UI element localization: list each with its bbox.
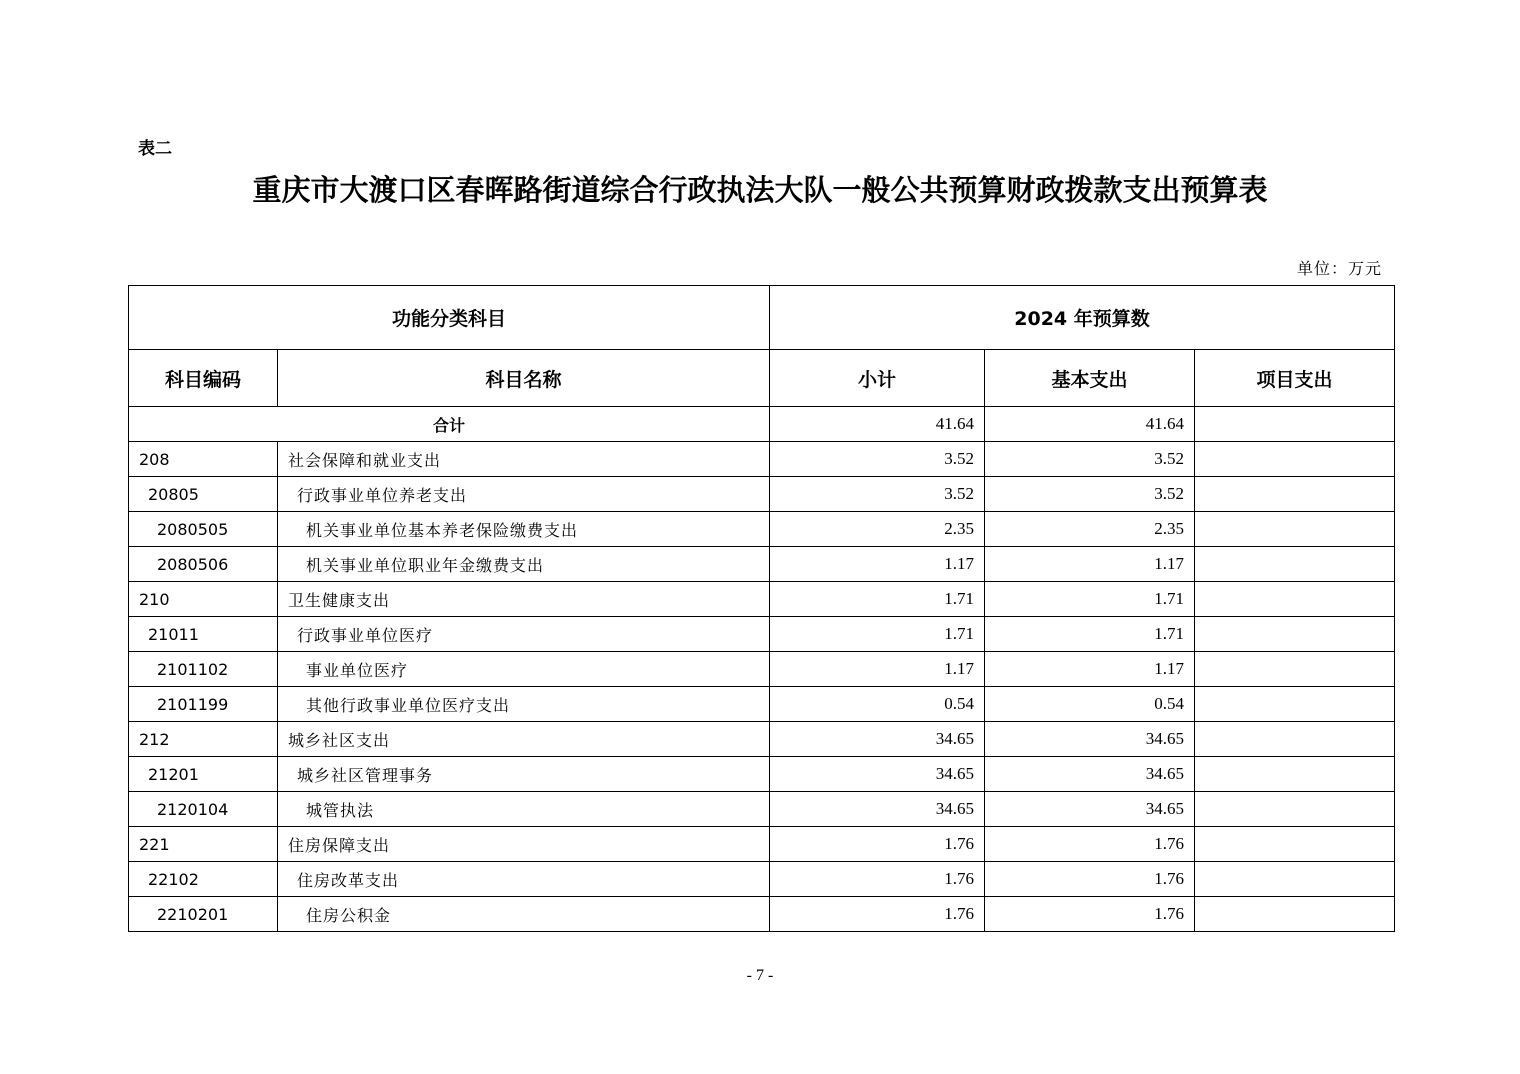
row-subtotal: 1.76 <box>770 862 985 897</box>
header-subtotal: 小计 <box>770 350 985 407</box>
table-row <box>129 442 1395 477</box>
row-project <box>1195 757 1395 792</box>
row-subtotal: 2.35 <box>770 512 985 547</box>
header-name: 科目名称 <box>278 350 770 407</box>
budget-table <box>128 285 1395 932</box>
row-name: 机关事业单位职业年金缴费支出 <box>278 547 770 582</box>
row-basic: 1.17 <box>985 547 1195 582</box>
row-name: 机关事业单位基本养老保险缴费支出 <box>278 512 770 547</box>
row-basic: 34.65 <box>985 757 1195 792</box>
total-row <box>129 407 1395 442</box>
row-subtotal: 3.52 <box>770 477 985 512</box>
table-row <box>129 687 1395 722</box>
row-code: 20805 <box>129 477 278 512</box>
table-row <box>129 547 1395 582</box>
row-code: 2080506 <box>129 547 278 582</box>
page-number: - 7 - <box>746 967 774 984</box>
row-project <box>1195 722 1395 757</box>
header-row-group <box>129 286 1395 350</box>
row-name: 事业单位医疗 <box>278 652 770 687</box>
document-title: 重庆市大渡口区春晖路街道综合行政执法大队一般公共预算财政拨款支出预算表 <box>252 173 1268 207</box>
row-code: 2101199 <box>129 687 278 722</box>
row-project <box>1195 897 1395 932</box>
row-project <box>1195 792 1395 827</box>
row-project <box>1195 547 1395 582</box>
row-basic: 1.71 <box>985 582 1195 617</box>
row-basic: 1.71 <box>985 617 1195 652</box>
table-row <box>129 792 1395 827</box>
row-basic: 34.65 <box>985 792 1195 827</box>
row-name: 社会保障和就业支出 <box>278 442 770 477</box>
row-basic: 3.52 <box>985 442 1195 477</box>
table-row <box>129 617 1395 652</box>
total-label: 合计 <box>129 407 770 442</box>
row-name: 住房改革支出 <box>278 862 770 897</box>
row-code: 2120104 <box>129 792 278 827</box>
table-row <box>129 512 1395 547</box>
row-basic: 1.76 <box>985 827 1195 862</box>
header-functional-classification: 功能分类科目 <box>129 286 770 350</box>
row-project <box>1195 687 1395 722</box>
row-subtotal: 1.76 <box>770 827 985 862</box>
row-basic: 34.65 <box>985 722 1195 757</box>
row-code: 212 <box>129 722 278 757</box>
row-project <box>1195 442 1395 477</box>
row-subtotal: 1.71 <box>770 617 985 652</box>
row-name: 卫生健康支出 <box>278 582 770 617</box>
row-code: 221 <box>129 827 278 862</box>
table-row <box>129 477 1395 512</box>
total-basic: 41.64 <box>985 407 1195 442</box>
row-name: 城乡社区管理事务 <box>278 757 770 792</box>
row-name: 其他行政事业单位医疗支出 <box>278 687 770 722</box>
row-subtotal: 1.76 <box>770 897 985 932</box>
row-name: 住房公积金 <box>278 897 770 932</box>
table-label: 表二 <box>138 139 172 159</box>
row-project <box>1195 582 1395 617</box>
row-code: 2101102 <box>129 652 278 687</box>
total-project <box>1195 407 1395 442</box>
row-subtotal: 34.65 <box>770 757 985 792</box>
table-row <box>129 722 1395 757</box>
row-subtotal: 1.71 <box>770 582 985 617</box>
row-subtotal: 3.52 <box>770 442 985 477</box>
row-basic: 1.17 <box>985 652 1195 687</box>
row-basic: 1.76 <box>985 897 1195 932</box>
row-subtotal: 34.65 <box>770 792 985 827</box>
table-row <box>129 862 1395 897</box>
table-row <box>129 582 1395 617</box>
row-subtotal: 1.17 <box>770 547 985 582</box>
row-project <box>1195 827 1395 862</box>
row-name: 城乡社区支出 <box>278 722 770 757</box>
row-project <box>1195 477 1395 512</box>
row-name: 行政事业单位养老支出 <box>278 477 770 512</box>
row-name: 城管执法 <box>278 792 770 827</box>
unit-label: 单位：万元 <box>1296 259 1382 278</box>
table-row <box>129 827 1395 862</box>
row-basic: 3.52 <box>985 477 1195 512</box>
row-subtotal: 34.65 <box>770 722 985 757</box>
table-row <box>129 897 1395 932</box>
row-code: 210 <box>129 582 278 617</box>
row-basic: 1.76 <box>985 862 1195 897</box>
header-budget-year: 2024 年预算数 <box>770 286 1395 350</box>
row-name: 行政事业单位医疗 <box>278 617 770 652</box>
row-name: 住房保障支出 <box>278 827 770 862</box>
total-subtotal: 41.64 <box>770 407 985 442</box>
row-code: 208 <box>129 442 278 477</box>
row-project <box>1195 617 1395 652</box>
row-code: 21201 <box>129 757 278 792</box>
row-project <box>1195 512 1395 547</box>
row-project <box>1195 652 1395 687</box>
row-project <box>1195 862 1395 897</box>
row-subtotal: 0.54 <box>770 687 985 722</box>
row-basic: 0.54 <box>985 687 1195 722</box>
header-basic: 基本支出 <box>985 350 1195 407</box>
header-code: 科目编码 <box>129 350 278 407</box>
row-code: 2080505 <box>129 512 278 547</box>
row-code: 21011 <box>129 617 278 652</box>
table-row <box>129 652 1395 687</box>
table-row <box>129 757 1395 792</box>
row-subtotal: 1.17 <box>770 652 985 687</box>
row-basic: 2.35 <box>985 512 1195 547</box>
row-code: 22102 <box>129 862 278 897</box>
header-row-columns <box>129 350 1395 407</box>
header-project: 项目支出 <box>1195 350 1395 407</box>
row-code: 2210201 <box>129 897 278 932</box>
